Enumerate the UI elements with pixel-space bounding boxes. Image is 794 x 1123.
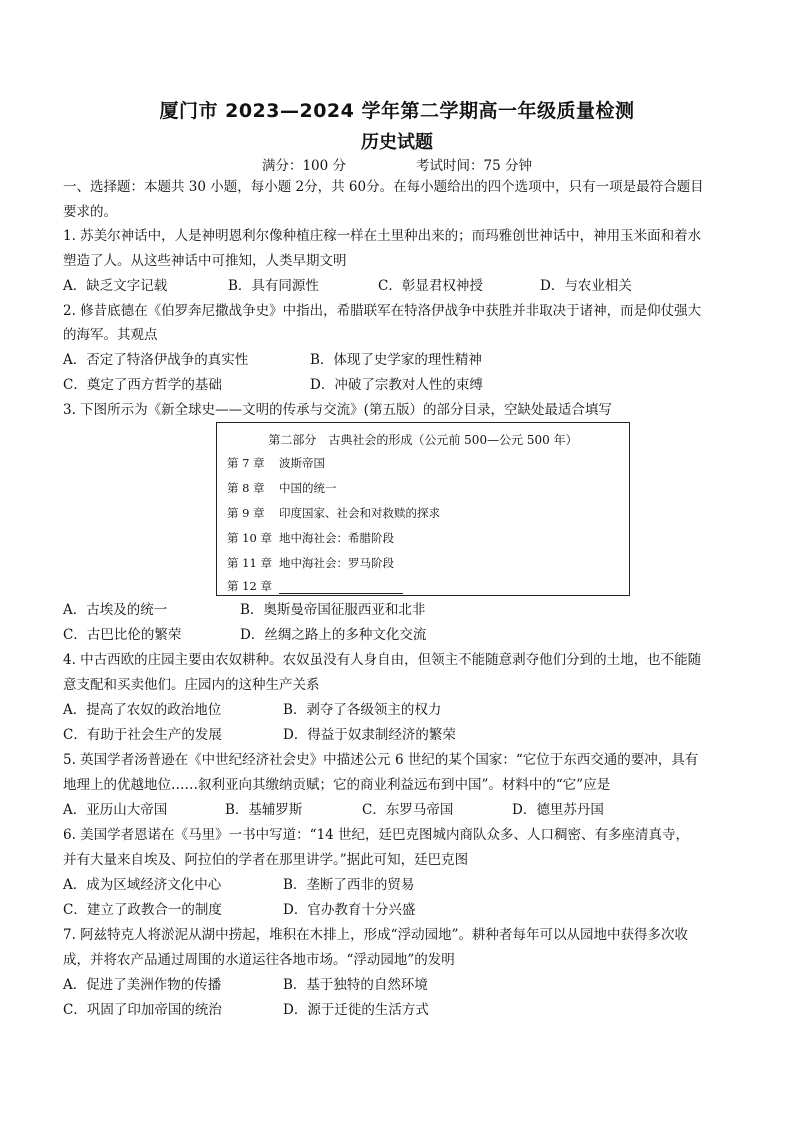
q6-option-d: D．官办教育十分兴盛 <box>283 902 416 918</box>
exam-title: 厦门市 2023—2024 学年第二学期高一年级质量检测 <box>159 100 635 122</box>
score-label: 满分：100 分 <box>261 158 347 174</box>
q4-option-a: A．提高了农奴的政治地位 <box>63 702 222 718</box>
q2-stem-cont: 的海军。其观点 <box>63 327 158 343</box>
q3-option-c: C．古巴比伦的繁荣 <box>63 627 182 643</box>
toc-title: 地中海社会：罗马阶段 <box>279 556 394 570</box>
q5-option-a: A．亚历山大帝国 <box>63 802 168 818</box>
q4-option-d: D．得益于奴隶制经济的繁荣 <box>283 727 456 743</box>
q5-option-b: B．基辅罗斯 <box>225 802 303 818</box>
q3-option-a: A．古埃及的统一 <box>63 602 168 618</box>
q7-stem: 7. 阿兹特克人将淤泥从湖中捞起，堆积在木排上，形成“浮动园地”。耕种者每年可以从园地中获得多次收 <box>63 927 688 943</box>
exam-meta <box>0 154 794 174</box>
q2-option-c: C．奠定了西方哲学的基础 <box>63 377 222 393</box>
q1-option-a: A．缺乏文字记载 <box>63 278 168 294</box>
q6-option-c: C．建立了政教合一的制度 <box>63 902 222 918</box>
toc-row <box>227 555 394 571</box>
q1-stem: 1. 苏美尔神话中，人是神明恩利尔像种植庄稼一样在土里种出来的；而玛雅创世神话中，神用玉米面和着水 <box>63 228 702 244</box>
toc-title: 中国的统一 <box>279 481 337 495</box>
q5-stem: 5. 英国学者汤普逊在《中世纪经济社会史》中描述公元 6 世纪的某个国家：“它位于东西交通的要冲，具有 <box>63 752 699 768</box>
q5-stem-cont: 地理上的优越地位……叙利亚向其缴纳贡赋；它的商业利益远布到中国”。材料中的“它”应是 <box>63 777 611 793</box>
toc-chapter: 第 12 章 <box>227 579 272 593</box>
toc-chapter: 第 9 章 <box>227 506 265 520</box>
section-instruction: 一、选择题：本题共 30 小题，每小题 2分，共 60分。在每小题给出的四个选项中，只有一项是最符合题目 <box>63 179 704 195</box>
q3-stem: 3. 下图所示为《新全球史——文明的传承与交流》(第五版）的部分目录，空缺处最适合填写 <box>63 402 612 418</box>
q7-option-b: B．基于独特的自然环境 <box>283 977 428 993</box>
toc-chapter: 第 11 章 <box>227 556 272 570</box>
q2-stem: 2. 修昔底德在《伯罗奔尼撒战争史》中指出，希腊联军在特洛伊战争中获胜并非取决于诸神，而是仰仗强大 <box>63 303 702 319</box>
q1-option-b: B．具有同源性 <box>228 278 319 294</box>
q4-stem-cont: 意支配和买卖他们。庄园内的这种生产关系 <box>63 677 320 693</box>
toc-title: 波斯帝国 <box>279 456 325 470</box>
toc-chapter: 第 10 章 <box>227 531 272 545</box>
q7-stem-cont: 成，并将农产品通过周围的水道运往各地市场。“浮动园地”的发明 <box>63 952 455 968</box>
q6-option-b: B．垄断了西非的贸易 <box>283 877 415 893</box>
section-instruction-cont: 要求的。 <box>63 204 117 220</box>
q5-option-c: C．东罗马帝国 <box>362 802 454 818</box>
q4-stem: 4. 中古西欧的庄园主要由农奴耕种。农奴虽没有人身自由，但领主不能随意剥夺他们分到的土地，也不能随 <box>63 652 702 668</box>
time-label: 考试时间：75 分钟 <box>416 158 533 174</box>
table-of-contents-box <box>216 422 630 596</box>
q6-option-a: A．成为区域经济文化中心 <box>63 877 222 893</box>
exam-subtitle: 历史试题 <box>361 132 433 153</box>
q3-option-b: B．奥斯曼帝国征服西亚和北非 <box>240 602 426 618</box>
toc-row <box>227 480 337 496</box>
toc-heading: 第二部分 古典社会的形成（公元前 500—公元 500 年） <box>268 433 578 447</box>
q2-option-b: B．体现了史学家的理性精神 <box>310 352 482 368</box>
q6-stem-cont: 并有大量来自埃及、阿拉伯的学者在那里讲学。”据此可知，廷巴克图 <box>63 852 469 868</box>
toc-title: 印度国家、社会和对救赎的探求 <box>279 506 440 520</box>
toc-blank-line <box>279 581 403 594</box>
q2-option-a: A．否定了特洛伊战争的真实性 <box>63 352 249 368</box>
toc-chapter: 第 8 章 <box>227 481 265 495</box>
q4-option-c: C．有助于社会生产的发展 <box>63 727 222 743</box>
toc-row <box>227 455 325 471</box>
toc-row <box>227 578 403 594</box>
toc-chapter: 第 7 章 <box>227 456 265 470</box>
q3-option-d: D．丝绸之路上的多种文化交流 <box>240 627 427 643</box>
toc-title: 地中海社会：希腊阶段 <box>279 531 394 545</box>
toc-row <box>227 505 440 521</box>
q7-option-c: C．巩固了印加帝国的统治 <box>63 1002 222 1018</box>
q4-option-b: B．剥夺了各级领主的权力 <box>283 702 442 718</box>
q1-stem-cont: 塑造了人。从这些神话中可推知，人类早期文明 <box>63 253 347 269</box>
q6-stem: 6. 美国学者恩诺在《马里》一书中写道：“14 世纪，廷巴克图城内商队众多、人口稠密、有多座清真寺， <box>63 827 690 843</box>
toc-row <box>227 530 394 546</box>
q7-option-d: D．源于迁徙的生活方式 <box>283 1002 429 1018</box>
q1-option-d: D．与农业相关 <box>540 278 632 294</box>
q1-option-c: C．彰显君权神授 <box>378 278 483 294</box>
q5-option-d: D．德里苏丹国 <box>512 802 604 818</box>
q7-option-a: A．促进了美洲作物的传播 <box>63 977 222 993</box>
q2-option-d: D．冲破了宗教对人性的束缚 <box>310 377 483 393</box>
